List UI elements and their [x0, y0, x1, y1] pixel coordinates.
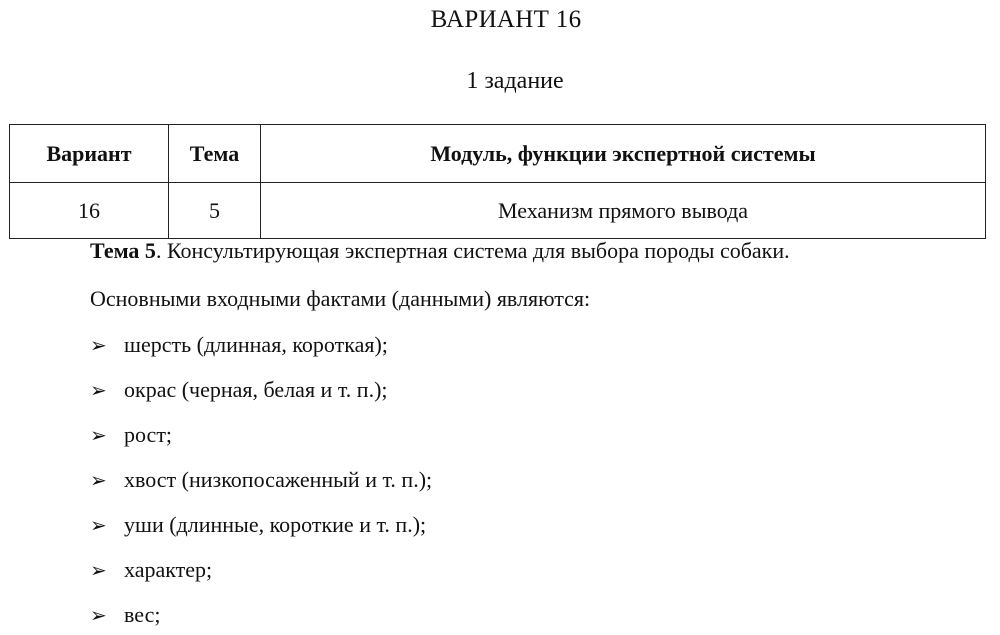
arrow-bullet-icon: ➢ [90, 468, 107, 492]
page-title: ВАРИАНТ 16 [430, 6, 582, 33]
table-header-variant: Вариант [10, 125, 169, 183]
facts-list [90, 330, 432, 635]
list-item-text: хвост (низкопосаженный и т. п.); [124, 467, 433, 492]
topic-text: . Консультирующая экспертная система для выбора породы собаки. [155, 238, 790, 263]
list-item-text: рост; [124, 422, 173, 447]
variant-table [9, 124, 986, 239]
list-item-text: шерсть (длинная, короткая); [124, 332, 388, 357]
list-item-text: окрас (черная, белая и т. п.); [124, 377, 388, 402]
list-item [90, 465, 432, 510]
list-item [90, 600, 432, 635]
arrow-bullet-icon: ➢ [90, 603, 107, 627]
arrow-bullet-icon: ➢ [90, 423, 107, 447]
arrow-bullet-icon: ➢ [90, 333, 107, 357]
task-subtitle: 1 задание [466, 68, 564, 94]
table-cell-topic: 5 [169, 183, 261, 239]
arrow-bullet-icon: ➢ [90, 513, 107, 537]
list-item [90, 510, 432, 555]
table-header-module: Модуль, функции экспертной системы [261, 125, 986, 183]
topic-description [90, 238, 790, 264]
list-item-text: вес; [124, 602, 161, 627]
list-item-text: уши (длинные, короткие и т. п.); [124, 512, 427, 537]
list-item [90, 555, 432, 600]
arrow-bullet-icon: ➢ [90, 558, 107, 582]
list-item [90, 330, 432, 375]
list-item-text: характер; [124, 557, 213, 582]
table-header-row [10, 125, 986, 183]
table-cell-variant: 16 [10, 183, 169, 239]
table-row [10, 183, 986, 239]
list-item [90, 420, 432, 465]
table-header-topic: Тема [169, 125, 261, 183]
arrow-bullet-icon: ➢ [90, 378, 107, 402]
facts-intro: Основными входными фактами (данными) являются: [90, 286, 591, 311]
topic-label: Тема 5 [90, 238, 156, 263]
list-item [90, 375, 432, 420]
table-cell-module: Механизм прямого вывода [261, 183, 986, 239]
